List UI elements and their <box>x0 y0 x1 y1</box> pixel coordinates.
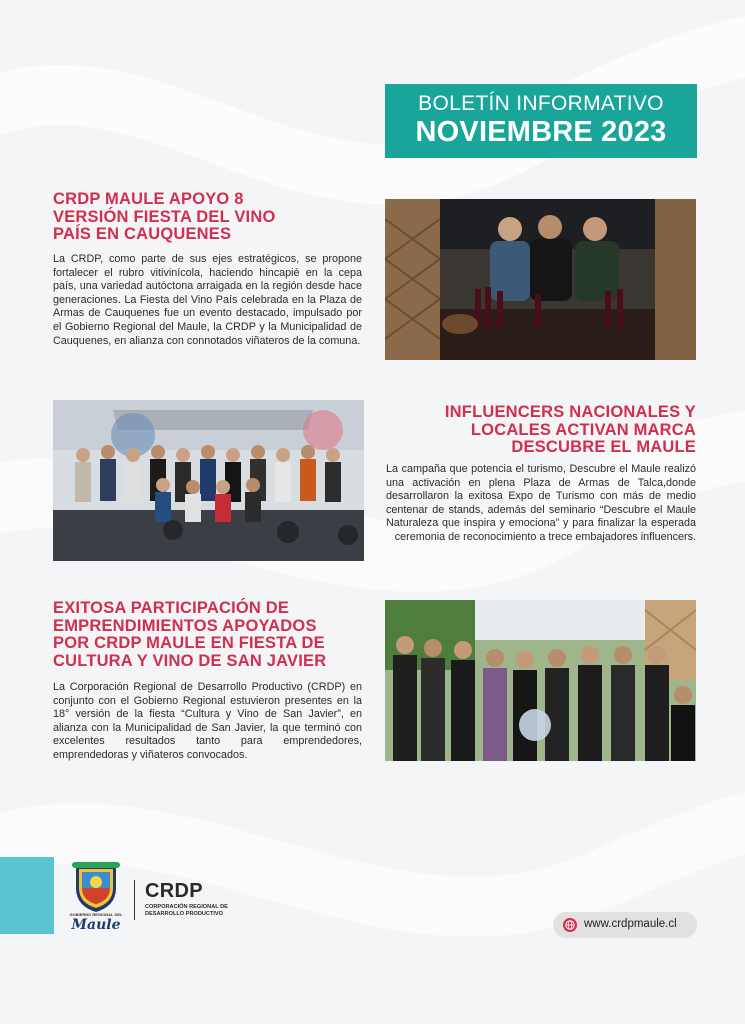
article-1-title: CRDP MAULE APOYO 8 VERSIÓN FIESTA DEL VINO PAÍS EN CAUQUENES <box>53 190 276 243</box>
article-2-title: INFLUENCERS NACIONALES Y LOCALES ACTIVAN MARCA DESCUBRE EL MAULE <box>444 403 696 456</box>
article-2-photo <box>53 400 364 561</box>
website-link[interactable] <box>553 912 697 938</box>
maule-wordmark: Maule <box>71 917 121 933</box>
banner-subtitle: BOLETÍN INFORMATIVO <box>418 92 664 115</box>
crdp-logo: CRDP <box>145 880 203 902</box>
footer-teal-block <box>0 857 54 934</box>
footer-divider <box>134 880 135 920</box>
banner-title: NOVIEMBRE 2023 <box>415 116 667 148</box>
article-2-body: La campaña que potencia el turismo, Descubre el Maule realizó una activación en plena Plaza de Armas de Talca,donde desarrollaron la exitosa Expo de Turismo con más de medio centenar de stands, además del seminario “Descubre el Maule Naturaleza que inspira y emociona” y para finalizar la esperada ceremonia de reconocimiento a trece embajadores influencers. <box>386 463 696 543</box>
website-url[interactable]: www.crdpmaule.cl <box>584 918 677 930</box>
article-1-body: La CRDP, como parte de sus ejes estratégicos, se propone fortalecer el rubro vitivinícola, haciendo hincapié en la cepa país, una variedad autóctona arraigada en la región desde hace generaciones. La Fiesta del Vino País celebrada en la Plaza de Armas de Cauquenes fue un evento destacado, impulsado por el Gobierno Regional del Maule, la CRDP y la Municipalidad de Cauquenes, en alianza con connotados viñateros de la comuna. <box>53 253 362 347</box>
newsletter-banner <box>385 84 697 158</box>
gob-label: GOBIERNO REGIONAL DEL <box>69 912 123 917</box>
article-3-title: EXITOSA PARTICIPACIÓN DE EMPRENDIMIENTOS APOYADOS POR CRDP MAULE EN FIESTA DE CULTURA Y VINO DE SAN JAVIER <box>53 599 327 670</box>
crdp-subtitle: CORPORACIÓN REGIONAL DE DESARROLLO PRODUCTIVO <box>145 904 228 917</box>
regional-shield-icon <box>68 858 124 914</box>
article-3-photo <box>385 600 696 761</box>
globe-icon <box>563 918 577 932</box>
article-3-body: La Corporación Regional de Desarrollo Productivo (CRDP) en conjunto con el Gobierno Regional estuvieron presentes en la 18° versión de la fiesta “Cultura y Vino de San Javier”, en alianza con la Municipalidad de San Javier, la que terminó con excelentes resultados tanto para emprendedores, emprendedoras y viñateros convocados. <box>53 681 362 761</box>
article-1-photo <box>385 199 696 360</box>
